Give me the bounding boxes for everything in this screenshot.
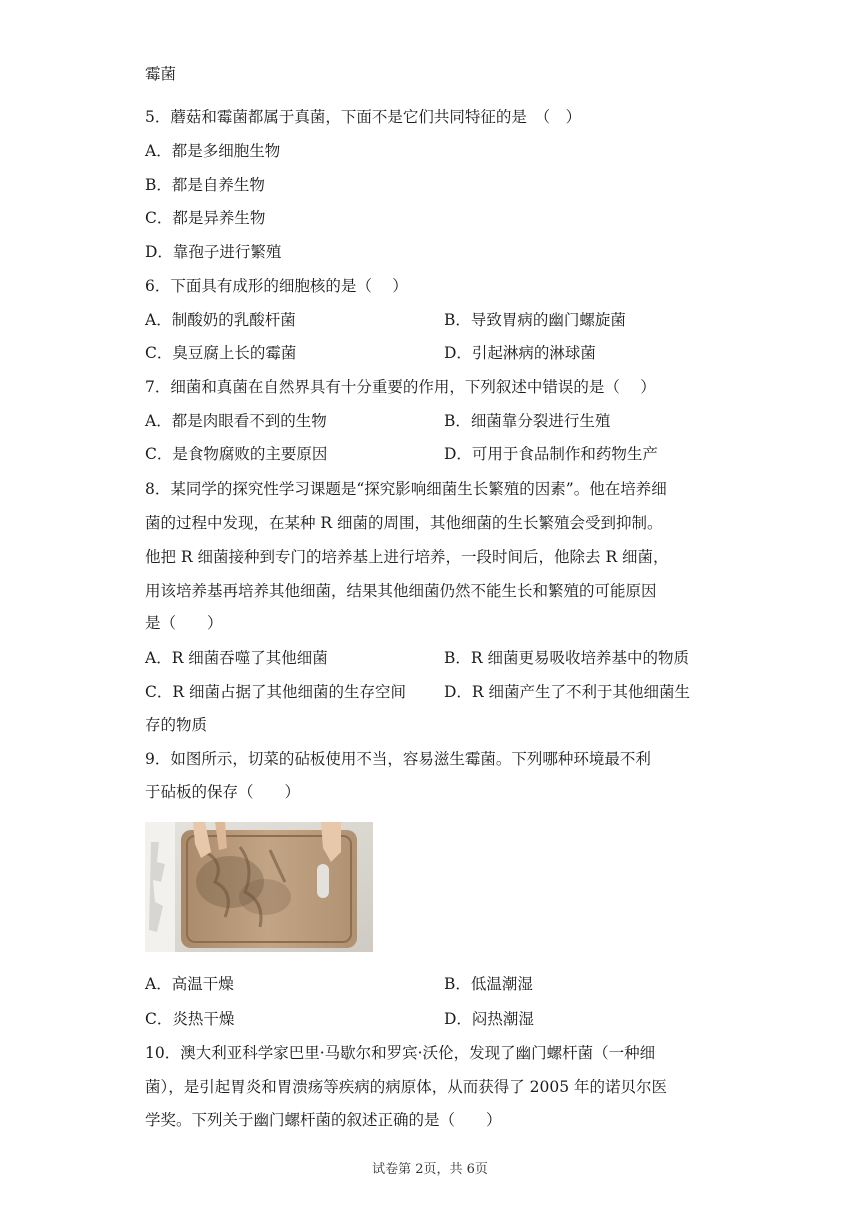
question-8-option-b: B．R 细菌更易吸收培养基中的物质	[444, 649, 689, 667]
question-8-stem-line-3: 他把 R 细菌接种到专门的培养基上进行培养，一段时间后，他除去 R 细菌，	[145, 548, 669, 566]
question-7-option-a: A．都是肉眼看不到的生物	[145, 412, 327, 430]
question-6-option-c: C．臭豆腐上长的霉菌	[145, 344, 297, 362]
question-5-option-d: D．靠孢子进行繁殖	[145, 243, 282, 261]
question-9-stem-line-1: 9．如图所示，切菜的砧板使用不当，容易滋生霉菌。下列哪种环境最不利	[145, 750, 651, 768]
question-9-option-a: A．高温干燥	[145, 975, 234, 993]
question-9-stem-line-2: 于砧板的保存（ ）	[145, 783, 301, 801]
question-5-option-c: C．都是异养生物	[145, 209, 266, 227]
question-8-stem-line-1: 8．某同学的探究性学习课题是“探究影响细菌生长繁殖的因素”。他在培养细	[145, 480, 667, 498]
question-5-option-b: B．都是自养生物	[145, 176, 265, 194]
question-7-stem: 7．细菌和真菌在自然界具有十分重要的作用，下列叙述中错误的是（ ）	[145, 378, 656, 396]
question-5-option-a: A．都是多细胞生物	[145, 142, 281, 160]
question-8-stem-line-2: 菌的过程中发现，在某种 R 细菌的周围，其他细菌的生长繁殖会受到抑制。	[145, 514, 663, 532]
question-10-stem-line-2: 菌），是引起胃炎和胃溃疡等疾病的病原体，从而获得了 2005 年的诺贝尔医	[145, 1078, 668, 1096]
continued-option-text: 霉菌	[145, 65, 177, 83]
cutting-board-photo	[145, 822, 373, 952]
page-footer: 试卷第 2页，共 6页	[372, 1162, 488, 1177]
question-6-stem: 6．下面具有成形的细胞核的是（ ）	[145, 277, 408, 295]
question-9-option-c: C．炎热干燥	[145, 1010, 235, 1028]
question-10-stem-line-1: 10．澳大利亚科学家巴里·马歇尔和罗宾·沃伦，发现了幽门螺杆菌（一种细	[145, 1044, 656, 1062]
question-8-option-a: A．R 细菌吞噬了其他细菌	[145, 649, 328, 667]
question-6-option-b: B．导致胃病的幽门螺旋菌	[444, 311, 626, 329]
question-6-option-d: D．引起淋病的淋球菌	[444, 344, 596, 362]
question-9-option-b: B．低温潮湿	[444, 975, 533, 993]
question-10-stem-line-3: 学奖。下列关于幽门螺杆菌的叙述正确的是（ ）	[145, 1111, 502, 1129]
question-7-option-d: D．可用于食品制作和药物生产	[444, 445, 658, 463]
question-7-option-b: B．细菌靠分裂进行生殖	[444, 412, 611, 430]
question-6-option-a: A．制酸奶的乳酸杆菌	[145, 311, 296, 329]
question-7-option-c: C．是食物腐败的主要原因	[145, 445, 328, 463]
question-8-stem-line-4: 用该培养基再培养其他细菌，结果其他细菌仍然不能生长和繁殖的可能原因	[145, 582, 657, 600]
question-8-option-d: D．R 细菌产生了不利于其他细菌生	[444, 683, 691, 701]
question-8-option-c: C．R 细菌占据了其他细菌的生存空间	[145, 683, 406, 701]
question-9-option-d: D．闷热潮湿	[444, 1010, 534, 1028]
question-8-stem-line-5: 是（ ）	[145, 614, 223, 632]
question-8-option-d-continued: 存的物质	[145, 716, 208, 734]
question-5-stem: 5．蘑菇和霉菌都属于真菌，下面不是它们共同特征的是 （ ）	[145, 108, 582, 126]
